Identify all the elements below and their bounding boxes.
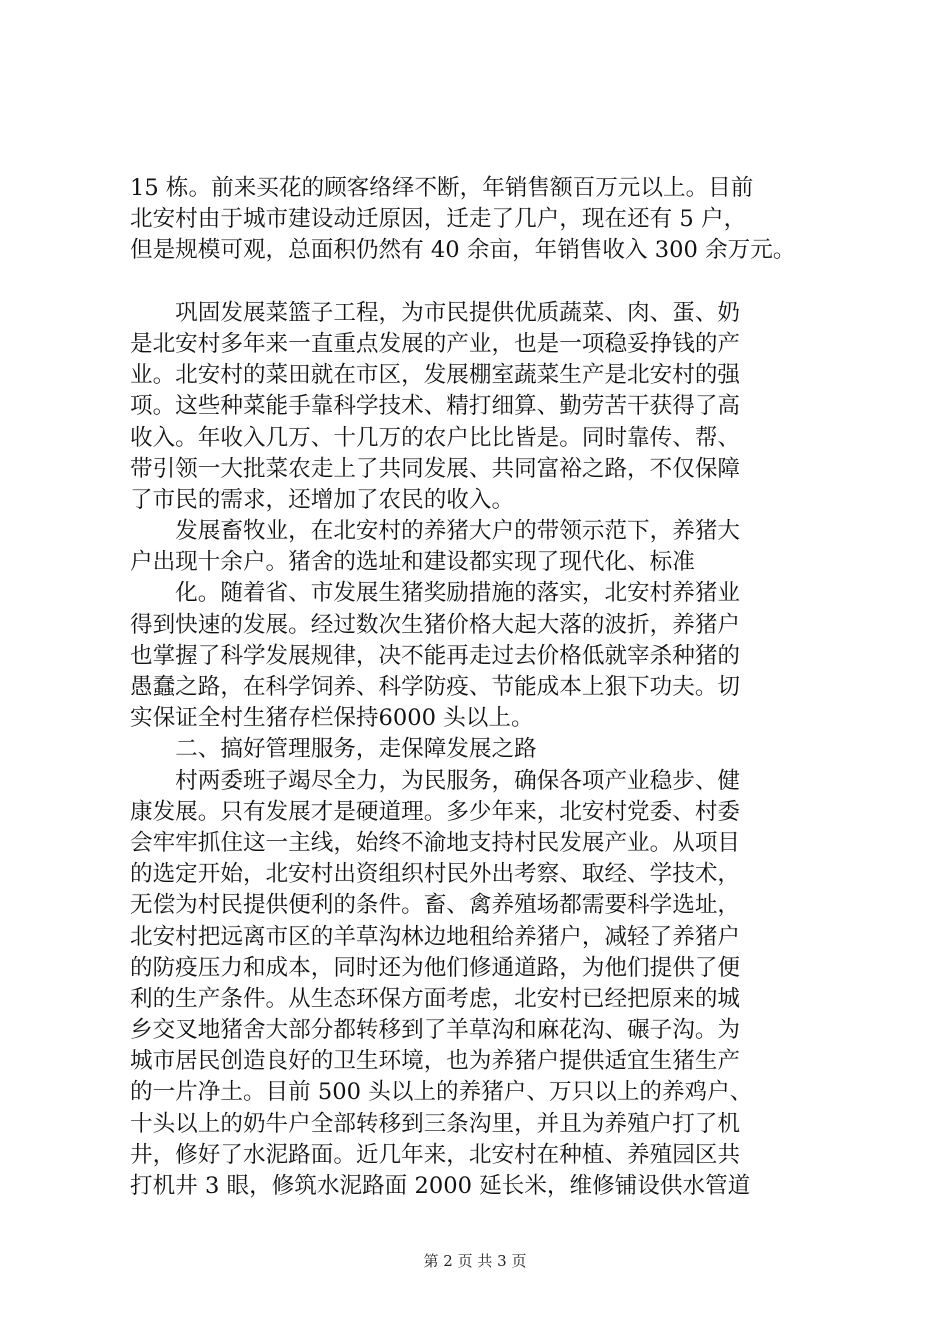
text-line: 但是规模可观，总面积仍然有 40 余亩，年销售收入 300 余万元。 [130, 237, 796, 264]
text-line: 打机井 3 眼，修筑水泥路面 2000 延长米，维修铺设供水管道 [130, 1173, 751, 1199]
text-line: 收入。年收入几万、十几万的农户比比皆是。同时靠传、帮、 [130, 424, 741, 451]
text-line: 业。北安村的菜田就在市区，发展棚室蔬菜生产是北安村的强 [130, 362, 741, 389]
text-line: 乡交叉地猪舍大部分都转移到了羊草沟和麻花沟、碾子沟。为 [130, 1017, 741, 1044]
text-line: 的一片净土。目前 500 头以上的养猪户、万只以上的养鸡户、 [130, 1079, 753, 1106]
text-line: 愚蠢之路，在科学饲养、科学防疫、节能成本上狠下功夫。切 [130, 674, 741, 700]
text-line: 也掌握了科学发展规律，决不能再走过去价格低就宰杀种猪的 [130, 642, 741, 669]
text-line: 巩固发展菜篮子工程，为市民提供优质蔬菜、肉、蛋、奶 [130, 299, 741, 326]
text-line: 井，修好了水泥路面。近几年来，北安村在种植、养殖园区共 [130, 1141, 741, 1168]
text-line: 康发展。只有发展才是硬道理。多少年来，北安村党委、村委 [130, 798, 741, 825]
text-line: 带引领一大批菜农走上了共同发展、共同富裕之路，不仅保障 [130, 455, 741, 482]
text-line: 城市居民创造良好的卫生环境，也为养猪户提供适宜生猪生产 [130, 1048, 741, 1075]
text-line: 十头以上的奶牛户全部转移到三条沟里，并且为养殖户打了机 [130, 1110, 741, 1137]
paragraph-gap [130, 267, 840, 298]
text-line: 无偿为村民提供便利的条件。畜、禽养殖场都需要科学选址， [130, 892, 741, 919]
text-line: 利的生产条件。从生态环保方面考虑，北安村已经把原来的城 [130, 985, 741, 1012]
text-line: 是北安村多年来一直重点发展的产业，也是一项稳妥挣钱的产 [130, 330, 741, 357]
text-line: 北安村由于城市建设动迁原因，迁走了几户，现在还有 5 户， [130, 206, 747, 233]
text-line: 实保证全村生猪存栏保持6000 头以上。 [130, 705, 534, 732]
text-line: 的防疫压力和成本，同时还为他们修通道路，为他们提供了便 [130, 954, 741, 981]
text-line: 北安村把远离市区的羊草沟林边地租给养猪户，减轻了养猪户 [130, 923, 741, 950]
text-line: 户出现十余户。猪舍的选址和建设都实现了现代化、标准 [130, 549, 695, 576]
body-text [130, 173, 840, 1202]
page-footer: 第 2 页 共 3 页 [423, 1252, 527, 1270]
text-line: 村两委班子竭尽全力，为民服务，确保各项产业稳步、健 [130, 767, 741, 794]
text-line: 发展畜牧业，在北安村的养猪大户的带领示范下，养猪大 [130, 518, 741, 545]
text-line: 会牢牢抓住这一主线，始终不渝地支持村民发展产业。从项目 [130, 829, 741, 856]
text-line: 的选定开始，北安村出资组织村民外出考察、取经、学技术， [130, 861, 741, 888]
text-line: 15 栋。前来买花的顾客络绎不断，年销售额百万元以上。目前 [130, 175, 754, 201]
text-line: 了市民的需求，还增加了农民的收入。 [130, 486, 515, 513]
text-line: 得到快速的发展。经过数次生猪价格大起大落的波折，养猪户 [130, 611, 741, 638]
section-heading: 二、搞好管理服务，走保障发展之路 [130, 736, 537, 763]
text-line: 化。随着省、市发展生猪奖励措施的落实，北安村养猪业 [130, 580, 741, 607]
text-line: 项。这些种菜能手靠科学技术、精打细算、勤劳苦干获得了高 [130, 393, 741, 420]
